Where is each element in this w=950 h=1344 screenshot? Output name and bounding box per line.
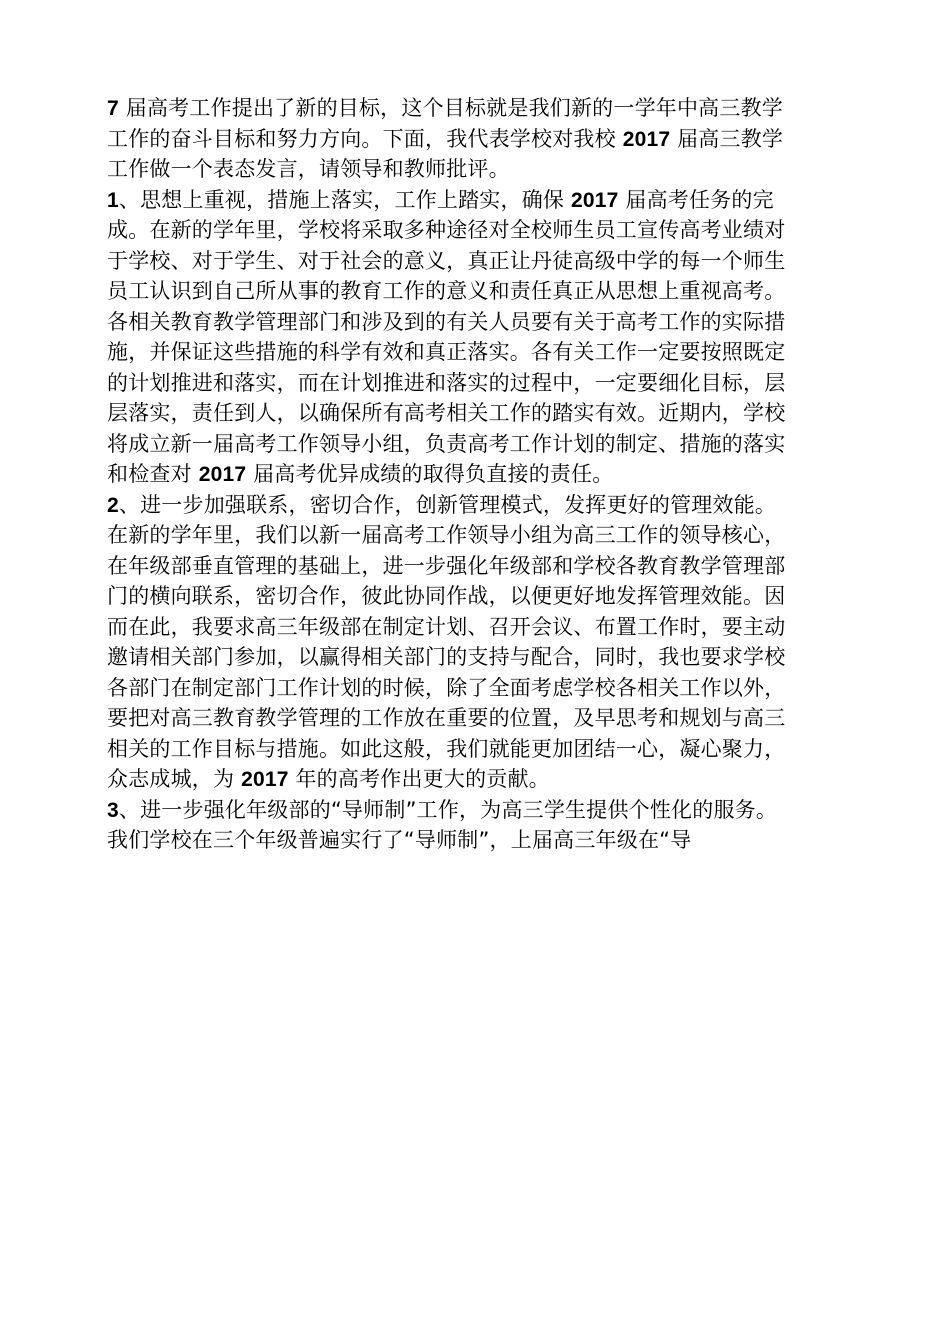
text-line [107,734,867,765]
text-line [107,93,867,124]
text-line [107,459,867,490]
text-line [107,612,867,643]
text-run: 员工认识到自己所从事的教育工作的意义和责任真正从思想上重视高考。 [107,279,786,303]
text-line [107,337,867,368]
text-line [107,673,867,704]
text-run: 在新的学年里，我们以新一届高考工作领导小组为高三工作的领导核心， [107,523,786,547]
text-run: 的计划推进和落实，而在计划推进和落实的过程中，一定要细化目标，层 [107,370,786,395]
text-line [107,246,867,277]
bold-number: 2017 [198,463,247,486]
bold-number: 3 [107,798,119,822]
text-run: 众志成城，为 [107,767,242,791]
text-line [107,276,867,307]
text-line [107,307,867,338]
body-text [107,93,867,856]
text-line [107,429,867,460]
text-run: 届高三教学 [670,126,784,151]
text-run: 和检查对 [107,462,199,486]
text-run: 我们学校在三个年级普遍实行了“导师制”，上届高三年级在“导 [107,828,692,852]
text-run: 工作的奋斗目标和努力方向。下面，我代表学校对我校 [107,126,623,151]
text-run: 层落实，责任到人，以确保所有高考相关工作的踏实有效。近期内，学校 [107,401,786,425]
text-line [107,764,867,795]
text-run: 、进一步加强联系，密切合作，创新管理模式，发挥更好的管理效能。 [118,492,777,517]
text-line [107,368,867,399]
text-run: 施，并保证这些措施的科学有效和真正落实。各有关工作一定要按照既定 [107,340,786,364]
text-run: 届高考优异成绩的取得负直接的责任。 [246,462,614,486]
bold-number: 7 [107,97,119,120]
text-line [107,154,867,185]
text-run: 在年级部垂直管理的基础上，进一步强化年级部和学校各教育教学管理部 [107,553,786,578]
text-run: 将成立新一届高考工作领导小组，负责高考工作计划的制定、措施的落实 [107,431,786,456]
text-run: 邀请相关部门参加，以赢得相关部门的支持与配合，同时，我也要求学校 [107,645,786,669]
text-line [107,215,867,246]
text-run: 工作做一个表态发言，请领导和教师批评。 [107,157,510,181]
text-line [107,795,867,826]
bold-number: 2 [107,493,119,517]
bold-number: 2017 [570,188,619,212]
text-run: 、思想上重视，措施上落实，工作上踏实，确保 [118,187,571,212]
text-line [107,520,867,551]
text-run: 各部门在制定部门工作计划的时候，除了全面考虑学校各相关工作以外， [107,675,786,700]
text-run: 届高考工作提出了新的目标，这个目标就是我们新的一学年中高三教学 [118,96,783,120]
bold-number: 2017 [622,127,671,151]
bold-number: 2017 [241,768,289,791]
bold-number: 1 [107,188,119,212]
text-run: 、进一步强化年级部的“导师制”工作，为高三学生提供个性化的服务。 [118,797,778,822]
text-line [107,825,867,856]
text-line [107,581,867,612]
text-run: 各相关教育教学管理部门和涉及到的有关人员要有关于高考工作的实际措 [107,309,786,334]
text-run: 年的高考作出更大的贡献。 [288,767,550,791]
text-line [107,551,867,582]
text-run: 门的横向联系，密切合作，彼此协同作战，以便更好地发挥管理效能。因 [107,584,786,608]
text-run: 相关的工作目标与措施。如此这般，我们就能更加团结一心，凝心聚力， [107,736,786,761]
text-line [107,185,867,216]
text-line [107,703,867,734]
text-run: 要把对高三教育教学管理的工作放在重要的位置，及早思考和规划与高三 [107,706,786,730]
text-run: 而在此，我要求高三年级部在制定计划、召开会议、布置工作时，要主动 [107,614,786,639]
text-line [107,642,867,673]
text-run: 成。在新的学年里，学校将采取多种途径对全校师生员工宣传高考业绩对 [107,218,786,242]
text-run: 于学校、对于学生、对于社会的意义，真正让丹徒高级中学的每一个师生 [107,248,786,273]
text-line [107,398,867,429]
text-run: 届高考任务的完 [618,187,774,212]
text-line [107,124,867,155]
text-line [107,490,867,521]
